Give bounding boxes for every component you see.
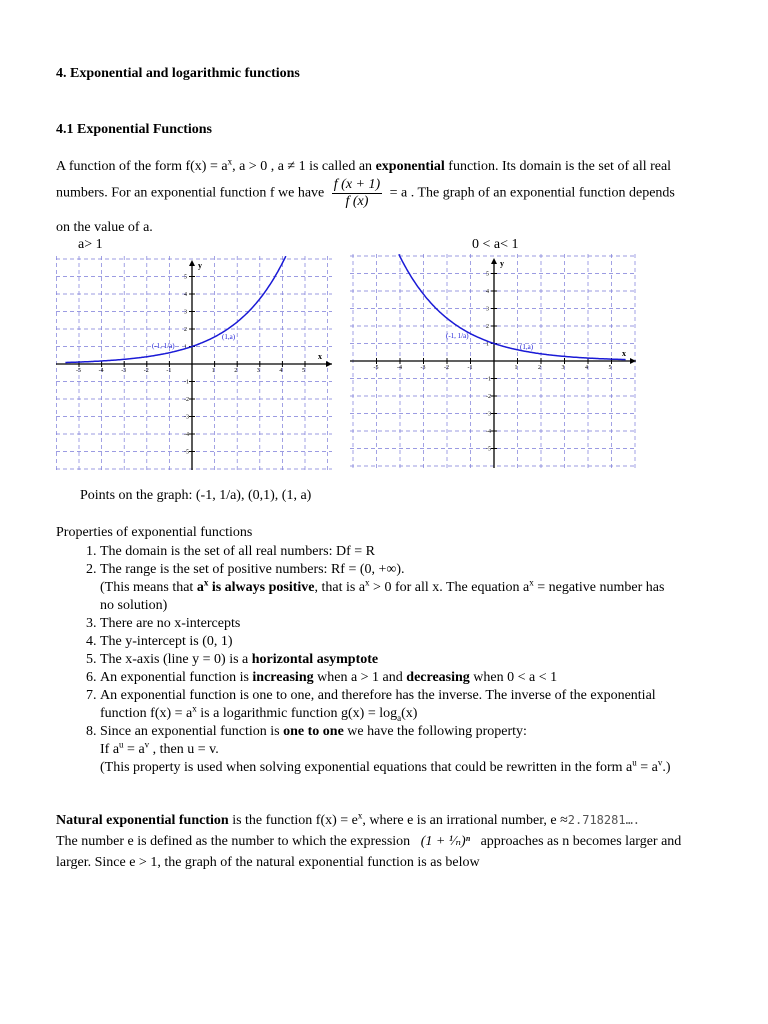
y-tick-label: 4 xyxy=(184,292,187,298)
left-graph-label: a> 1 xyxy=(78,237,103,252)
section-title: 4. Exponential and logarithmic functions xyxy=(56,66,300,81)
x-tick-label: -4 xyxy=(98,368,104,374)
x-tick-label: 2 xyxy=(234,368,238,374)
y-tick-label: -4 xyxy=(184,432,189,438)
y-axis-arrow xyxy=(491,258,497,264)
property-3: 3. There are no x-intercepts xyxy=(100,615,768,633)
y-tick-label: -5 xyxy=(486,446,491,453)
y-tick-label: -3 xyxy=(184,414,189,421)
graph-a-greater-than-1 xyxy=(56,256,334,472)
point-label-1: (1,a) xyxy=(520,343,534,351)
y-tick-label: -3 xyxy=(486,411,491,418)
property-8: 8. Since an exponential function is one to one we have the following property: If $a^u = a^v$ , then u = v. (This property is used when solving exponential equations that could be rewritten in the form $a^u = a^v$.) xyxy=(100,723,768,777)
intro-line-1: A function of the form $f(x) = a^x$, a > 0 , a ≠ 1 is called an exponential function. Its domain is the set of all real xyxy=(56,156,672,174)
y-tick-label: -4 xyxy=(486,429,491,435)
x-tick-label: -1 xyxy=(166,368,172,374)
property-7: 7. An exponential function is one to one, and therefore has the inverse. The inverse of the exponential function $f(x) = a^x$ is a logarithmic function $g(x) = \log_a(x)$ xyxy=(100,687,768,723)
x-tick-label: -1 xyxy=(467,365,473,371)
y-tick-label: 2 xyxy=(184,327,187,333)
axes xyxy=(350,258,636,468)
natural-exp-line-3: larger. Since e > 1, the graph of the natural exponential function is as below xyxy=(56,855,480,870)
x-tick-label: -3 xyxy=(420,365,426,371)
x-tick-label: 3 xyxy=(561,365,565,371)
axes xyxy=(56,260,332,470)
ratio-fraction: $\frac{f (x + 1)}{f (x)}$ xyxy=(333,177,381,209)
y-tick-label: -2 xyxy=(184,397,189,403)
x-tick-label: 2 xyxy=(538,365,541,371)
point-label-neg1: (-1, 1/a) xyxy=(152,342,175,350)
y-tick-label: 1 xyxy=(184,344,187,351)
properties-list xyxy=(56,543,768,777)
property-5: 5. The x-axis (line y = 0) is a horizontal asymptote xyxy=(100,651,768,669)
intro-line-3: on the value of a. xyxy=(56,220,153,235)
y-tick-label: 1 xyxy=(486,341,489,348)
x-tick-label: -2 xyxy=(143,368,149,374)
y-axis-label: y xyxy=(198,261,202,270)
intro-line-2: numbers. For an exponential function f we have $\frac{f (x + 1)}{f (x)}$ = a . The graph of an exponential function depends xyxy=(56,177,675,209)
x-axis-label: x xyxy=(622,349,626,358)
y-tick-label: 3 xyxy=(184,309,187,316)
y-tick-label: 5 xyxy=(486,271,489,278)
natural-exp-line-1: Natural exponential function is the function $f(x) = e^x$, where e is an irrational number, e ≈2.718281…. xyxy=(56,810,641,828)
y-tick-label: 4 xyxy=(486,289,489,295)
y-tick-label: -1 xyxy=(184,379,189,386)
property-6: 6. An exponential function is increasing when a > 1 and decreasing when 0 < a < 1 xyxy=(100,669,768,687)
subsection-title: 4.1 Exponential Functions xyxy=(56,122,212,137)
limit-expression: (1 + ¹⁄ₙ)ⁿ xyxy=(420,834,471,849)
y-axis-label: y xyxy=(500,259,504,268)
x-tick-label: -3 xyxy=(121,368,127,374)
x-tick-label: 4 xyxy=(585,365,588,371)
y-tick-label: -5 xyxy=(184,449,189,456)
x-tick-label: -5 xyxy=(76,368,81,374)
x-axis-arrow xyxy=(630,358,636,364)
y-tick-label: 2 xyxy=(486,324,489,330)
x-tick-label: -5 xyxy=(373,365,379,371)
e-approx-value: 2.718281…. xyxy=(567,813,641,827)
right-graph-label: 0 < a< 1 xyxy=(472,237,519,252)
points-on-graph: Points on the graph: (-1, 1/a), (0,1), (1, a) xyxy=(80,488,312,503)
property-2: 2. The range is the set of positive numbers: Rf = (0, +∞). (This means that $a^x$ is always positive, that is $a^x > 0$ for all x. The equation $a^x$ = negative number has no solution) xyxy=(100,561,768,615)
y-tick-label: 5 xyxy=(184,274,187,281)
x-tick-label: 4 xyxy=(279,368,283,374)
point-label-1: (1,a) xyxy=(222,333,236,341)
x-tick-label: 5 xyxy=(608,365,612,371)
graph-a-between-0-and-1 xyxy=(350,254,638,470)
point-label-neg1: (-1, 1/a) xyxy=(446,332,469,340)
x-tick-label: 3 xyxy=(256,368,260,374)
x-axis-label: x xyxy=(318,352,322,361)
natural-exp-line-2: The number e is defined as the number to which the expression (1 + ¹⁄ₙ)ⁿ approaches as n becomes larger and xyxy=(56,834,682,849)
y-axis-arrow xyxy=(189,260,195,266)
y-tick-label: -2 xyxy=(486,394,491,400)
property-4: 4. The y-intercept is (0, 1) xyxy=(100,633,768,651)
x-tick-label: 1 xyxy=(211,368,215,374)
property-1: 1. The domain is the set of all real numbers: Df = R xyxy=(100,543,768,561)
grid xyxy=(56,256,332,470)
x-tick-label: 5 xyxy=(302,368,305,374)
y-tick-label: -1 xyxy=(486,376,491,383)
x-tick-label: -2 xyxy=(444,365,449,371)
properties-title: Properties of exponential functions xyxy=(56,525,253,540)
y-tick-label: 3 xyxy=(486,306,489,313)
x-tick-label: -4 xyxy=(397,365,402,371)
x-tick-label: 1 xyxy=(514,365,518,371)
x-axis-arrow xyxy=(326,361,332,367)
